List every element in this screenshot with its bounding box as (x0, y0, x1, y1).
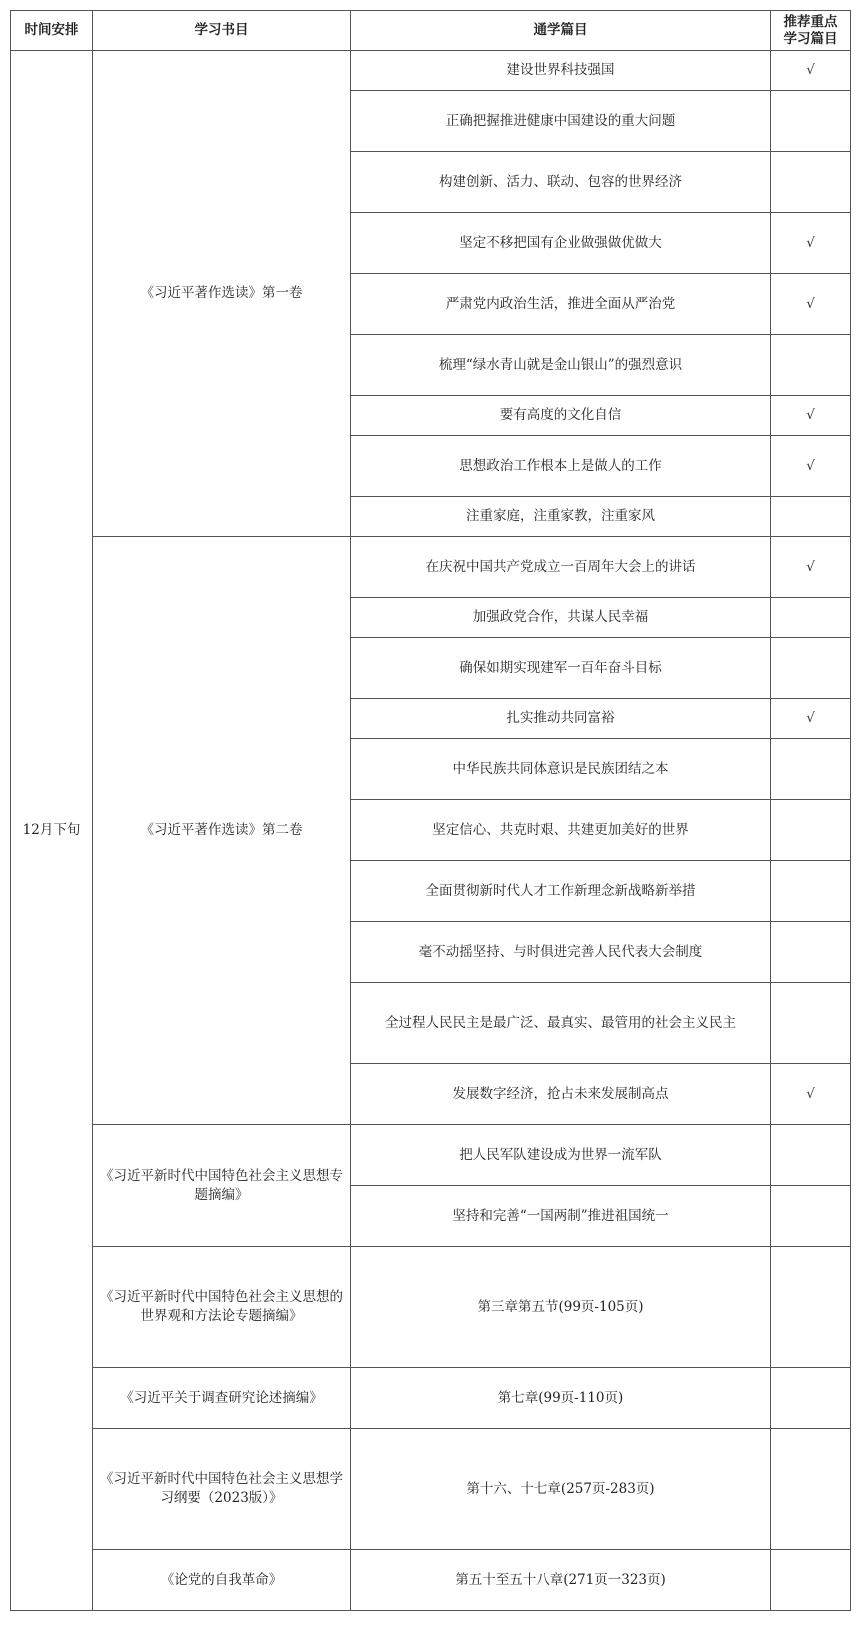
study-schedule-sheet (10, 10, 850, 1640)
chapter-cell: 发展数字经济，抢占未来发展制高点 (351, 1064, 771, 1125)
table-row (11, 537, 851, 598)
checkmark-icon: √ (806, 295, 815, 312)
recommend-cell (771, 274, 851, 335)
recommend-cell (771, 983, 851, 1064)
recommend-cell (771, 1550, 851, 1611)
chapter-cell: 注重家庭，注重家教，注重家风 (351, 497, 771, 537)
header-book: 学习书目 (93, 11, 351, 51)
chapter-cell: 加强政党合作，共谋人民幸福 (351, 598, 771, 638)
chapter-cell: 思想政治工作根本上是做人的工作 (351, 436, 771, 497)
table-row (11, 1550, 851, 1611)
chapter-cell: 坚定不移把国有企业做强做优做大 (351, 213, 771, 274)
book-title-cell: 《习近平著作选读》第二卷 (93, 537, 351, 1125)
checkmark-icon: √ (806, 62, 815, 78)
recommend-cell (771, 1064, 851, 1125)
chapter-cell: 要有高度的文化自信 (351, 396, 771, 436)
recommend-cell (771, 497, 851, 537)
table-row (11, 1368, 851, 1429)
table-row (11, 51, 851, 91)
recommend-cell (771, 335, 851, 396)
recommend-cell (771, 861, 851, 922)
checkmark-icon: √ (806, 457, 815, 474)
chapter-cell: 正确把握推进健康中国建设的重大问题 (351, 91, 771, 152)
book-title-cell: 《习近平新时代中国特色社会主义思想学习纲要（2023版）》 (93, 1429, 351, 1550)
time-slot-cell: 12月下旬 (11, 51, 93, 1611)
recommend-cell (771, 213, 851, 274)
chapter-cell: 毫不动摇坚持、与时俱进完善人民代表大会制度 (351, 922, 771, 983)
chapter-cell: 扎实推动共同富裕 (351, 699, 771, 739)
recommend-cell (771, 1429, 851, 1550)
chapter-cell: 第五十至五十八章(271页一323页) (351, 1550, 771, 1611)
recommend-cell (771, 436, 851, 497)
chapter-cell: 全过程人民民主是最广泛、最真实、最管用的社会主义民主 (351, 983, 771, 1064)
header-row (11, 11, 851, 51)
recommend-cell (771, 51, 851, 91)
chapter-cell: 第三章第五节(99页-105页) (351, 1247, 771, 1368)
checkmark-icon: √ (806, 1085, 815, 1102)
checkmark-icon: √ (806, 558, 815, 575)
header-recommend: 推荐重点学习篇目 (771, 11, 851, 51)
book-title-cell: 《论党的自我革命》 (93, 1550, 351, 1611)
table-row (11, 1247, 851, 1368)
chapter-cell: 严肃党内政治生活，推进全面从严治党 (351, 274, 771, 335)
chapter-cell: 第七章(99页-110页) (351, 1368, 771, 1429)
chapter-cell: 建设世界科技强国 (351, 51, 771, 91)
recommend-cell (771, 1186, 851, 1247)
checkmark-icon: √ (806, 234, 815, 251)
recommend-cell (771, 598, 851, 638)
recommend-cell (771, 922, 851, 983)
checkmark-icon: √ (806, 710, 815, 726)
recommend-cell (771, 152, 851, 213)
chapter-cell: 把人民军队建设成为世界一流军队 (351, 1125, 771, 1186)
recommend-cell (771, 699, 851, 739)
recommend-cell (771, 638, 851, 699)
header-time: 时间安排 (11, 11, 93, 51)
header-chapter: 通学篇目 (351, 11, 771, 51)
recommend-cell (771, 1247, 851, 1368)
chapter-cell: 确保如期实现建军一百年奋斗目标 (351, 638, 771, 699)
chapter-cell: 梳理“绿水青山就是金山银山”的强烈意识 (351, 335, 771, 396)
book-title-cell: 《习近平关于调查研究论述摘编》 (93, 1368, 351, 1429)
recommend-cell (771, 1125, 851, 1186)
recommend-cell (771, 396, 851, 436)
chapter-cell: 全面贯彻新时代人才工作新理念新战略新举措 (351, 861, 771, 922)
book-title-cell: 《习近平新时代中国特色社会主义思想专题摘编》 (93, 1125, 351, 1247)
chapter-cell: 在庆祝中国共产党成立一百周年大会上的讲话 (351, 537, 771, 598)
table-row (11, 1125, 851, 1186)
recommend-cell (771, 537, 851, 598)
recommend-cell (771, 739, 851, 800)
chapter-cell: 构建创新、活力、联动、包容的世界经济 (351, 152, 771, 213)
chapter-cell: 坚持和完善“一国两制”推进祖国统一 (351, 1186, 771, 1247)
checkmark-icon: √ (806, 407, 815, 423)
table-row (11, 1429, 851, 1550)
chapter-cell: 中华民族共同体意识是民族团结之本 (351, 739, 771, 800)
book-title-cell: 《习近平著作选读》第一卷 (93, 51, 351, 537)
chapter-cell: 坚定信心、共克时艰、共建更加美好的世界 (351, 800, 771, 861)
recommend-cell (771, 800, 851, 861)
book-title-cell: 《习近平新时代中国特色社会主义思想的世界观和方法论专题摘编》 (93, 1247, 351, 1368)
study-schedule-table (10, 10, 851, 1611)
recommend-cell (771, 91, 851, 152)
recommend-cell (771, 1368, 851, 1429)
chapter-cell: 第十六、十七章(257页-283页) (351, 1429, 771, 1550)
